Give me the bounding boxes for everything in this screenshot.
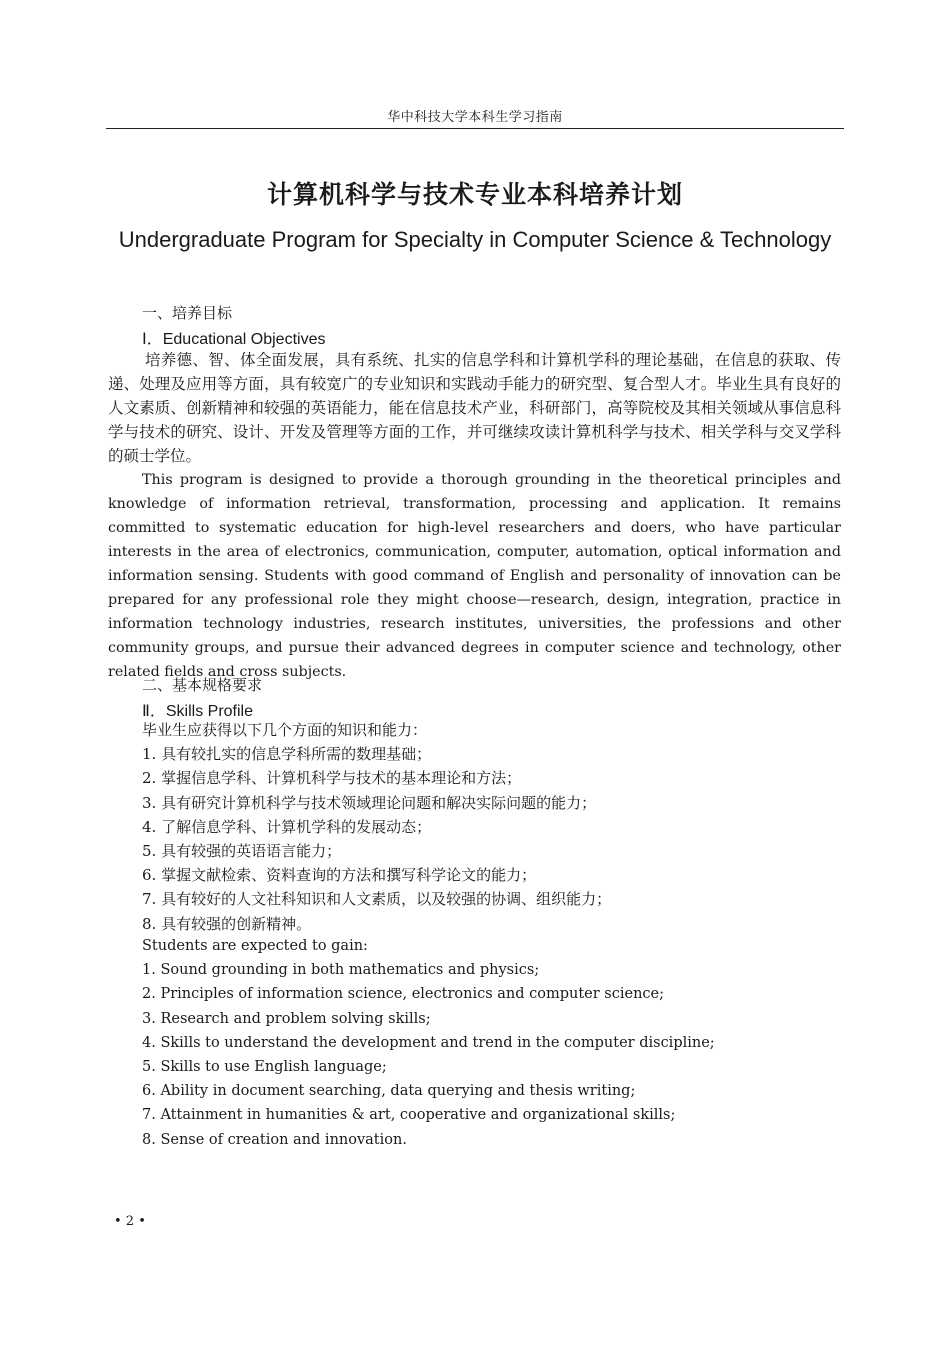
list-item: 4. Skills to understand the development and trend in the computer discipline;	[142, 1034, 715, 1051]
list-item: 8. 具有较强的创新精神。	[142, 914, 312, 933]
section2-heading-english: Ⅱ．Skills Profile	[142, 703, 254, 720]
list-item: 毕业生应获得以下几个方面的知识和能力：	[142, 721, 428, 739]
page-title-chinese: 计算机科学与技术专业本科培养计划	[266, 180, 683, 209]
running-header: 华中科技大学本科生学习指南	[387, 110, 563, 125]
header-divider	[106, 128, 844, 129]
list-item: 3. 具有研究计算机科学与技术领域理论问题和解决实际问题的能力；	[142, 793, 597, 812]
skills-list-chinese	[142, 718, 842, 936]
list-item: 6. Ability in document searching, data querying and thesis writing;	[142, 1083, 636, 1100]
page-title-english: Undergraduate Program for Specialty in Computer Science & Technology	[118, 227, 832, 252]
list-item: 2. 掌握信息学科、计算机科学与技术的基本理论和方法；	[142, 769, 522, 788]
section1-heading-chinese: 一、培养目标	[142, 304, 233, 322]
list-item: 4. 了解信息学科、计算机学科的发展动态；	[142, 817, 432, 836]
list-item: Students are expected to gain:	[142, 938, 368, 954]
list-item: 7. Attainment in humanities & art, cooperative and organizational skills;	[142, 1107, 676, 1124]
list-item: 1. Sound grounding in both mathematics and physics;	[142, 962, 540, 979]
section2-heading-chinese: 二、基本规格要求	[142, 676, 263, 694]
list-item: 3. Research and problem solving skills;	[142, 1010, 431, 1027]
section1-heading-english: Ⅰ．Educational Objectives	[142, 331, 326, 348]
list-item: 2. Principles of information science, electronics and computer science;	[142, 986, 665, 1003]
list-item: 8. Sense of creation and innovation.	[142, 1131, 407, 1148]
skills-list-english	[142, 934, 842, 1152]
list-item: 5. 具有较强的英语语言能力；	[142, 841, 342, 860]
objectives-paragraph-chinese: 培养德、智、体全面发展，具有系统、扎实的信息学科和计算机学科的理论基础，在信息的获取、传递、处理及应用等方面，具有较宽广的专业知识和实践动手能力的研究型、复合型人才。毕业生具有良好的人文素质、创新精神和较强的英语能力，能在信息技术产业，科研部门，高等院校及其相关领域从事信息科学与技术的研究、设计、开发及管理等方面的工作，并可继续攻读计算机科学与技术、相关学科与交叉学科的硕士学位。	[108, 351, 841, 465]
page-number: • 2 •	[114, 1214, 146, 1229]
list-item: 5. Skills to use English language;	[142, 1058, 387, 1075]
list-item: 7. 具有较好的人文社科知识和人文素质，以及较强的协调、组织能力；	[142, 890, 612, 909]
list-item: 6. 掌握文献检索、资料查询的方法和撰写科学论文的能力；	[142, 866, 537, 885]
list-item: 1. 具有较扎实的信息学科所需的数理基础；	[142, 745, 432, 764]
objectives-paragraph-english: This program is designed to provide a thorough grounding in the theoretical principles and knowledge of information retrieval, transformation, processing and application. It remains committed to systematic education for high-level researchers and doers, who have particular interests in the area of electronics, communication, computer, automation, optical information and information sensing. Students with good command of English and personality of innovation can be prepared for any professional role they might choose—research, design, integration, practice in information technology industries, research institutes, universities, the professions and other community groups, and pursue their advanced degrees in computer science and technology, other related fields and cross subjects.	[108, 472, 841, 680]
